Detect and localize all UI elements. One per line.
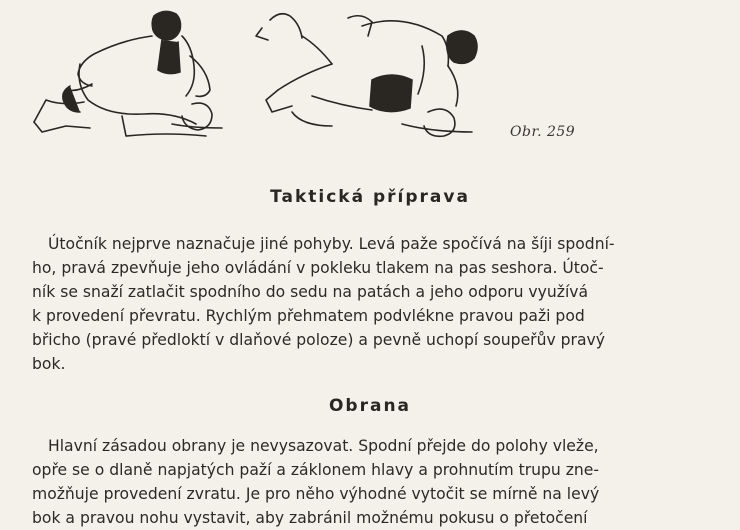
- wrestlers-figure-right: [252, 6, 494, 151]
- section-heading-tactical-preparation: Taktická příprava: [270, 187, 470, 207]
- text-line: ho, pravá zpevňuje jeho ovládání v pokleku tlakem na pas seshora. Útoč-: [32, 259, 604, 277]
- text-line: možňuje provedení zvratu. Je pro něho výhodné vytočit se mírně na levý: [32, 485, 600, 503]
- paragraph-defense: [32, 434, 712, 530]
- text-line: bok a pravou nohu vystavit, aby zabránil možnému pokusu o přetočení: [32, 509, 588, 527]
- text-line: Hlavní zásadou obrany je nevysazovat. Spodní přejde do polohy vleže,: [48, 437, 599, 455]
- illustration-area: [0, 0, 740, 165]
- section-heading-defense: Obrana: [328, 396, 412, 416]
- text-line: bok.: [32, 355, 66, 373]
- figure-caption: Obr. 259: [510, 124, 576, 140]
- text-line: k provedení převratu. Rychlým přehmatem podvlékne pravou paži pod: [32, 307, 585, 325]
- text-line: ník se snaží zatlačit spodního do sedu na patách a jeho odporu využívá: [32, 283, 589, 301]
- text-line: Útočník nejprve naznačuje jiné pohyby. Levá paže spočívá na šíji spodní-: [48, 235, 615, 253]
- text-line: opře se o dlaně napjatých paží a záklonem hlavy a prohnutím trupu zne-: [32, 461, 600, 479]
- text-line: břicho (pravé předloktí v dlaňové poloze) a pevně uchopí soupeřův pravý: [32, 331, 605, 349]
- wrestlers-figure-left: [22, 6, 232, 146]
- paragraph-tactical-preparation: [32, 232, 712, 376]
